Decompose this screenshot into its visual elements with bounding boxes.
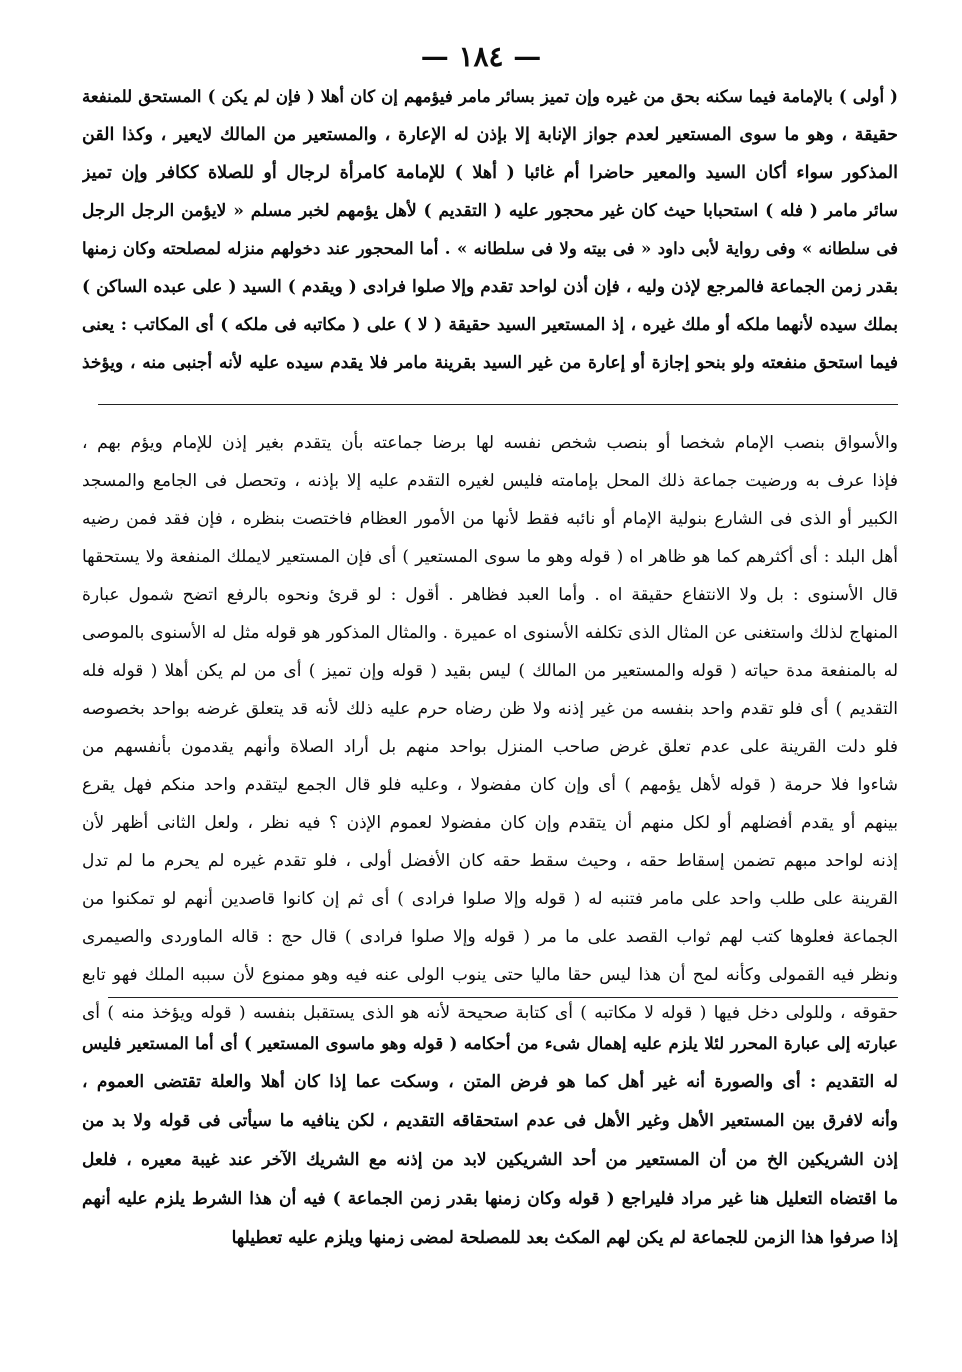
commentary-line: له بالمنفعة مدة حياته ( قوله والمستعير من المالك ) ليس بقيد ( قوله وإن تميز ) أى من لم يكن أهلا ( قوله فله [82,661,898,681]
commentary-line: فإذا عرف به ورضيت جماعة ذلك المحل بإمامته فليس لغيره التقدم عليه إلا بإذنه ، وتحصل فى الجامع والمسجد [82,471,898,491]
commentary-line: شاءوا فلا حرمة ( قوله لأهل يؤمهم ) أى وإن كان مفضولا ، وعليه فلو قال الجمع ليتقدم واحد منكم فهل يقرع [82,775,898,795]
section-divider [108,997,898,998]
main-text-line: حقيقة ، وهو ما سوى المستعير لعدم جواز الإنابة إلا بإذن له الإعارة ، والمستعير من المالك لايعير ، وكذا القن [82,125,898,145]
footnote-line: وأنه لافرق بين المستعير الأهل وغير الأهل فى عدم استحقاقه التقديم ، لكن ينافيه ما سيأتى فى قوله ولا بد من [82,1111,898,1131]
main-text-line: فى سلطانه » وفى رواية لأبى داود « فى بيته ولا فى سلطانه » . أما المحجور عند دخولهم منزله لمصلحته وكان زمنها [82,239,898,258]
commentary-line: المنهاج لذلك واستغنى عن المثال الذى تكلفه الأسنوى اه عميرة . والمثال المذكور هو قوله مثل له الأسنوى بالموصى [82,623,898,643]
commentary-line: التقديم ) أى فلو تقدم واحد بنفسه من غير إذنه ولا ظن رضاه حرم عليه ذلك لأنه قد يتعلق غرضه بواحد بخصوصه [82,699,898,719]
footnote-line: عبارته إلى عبارة المحرر لئلا يلزم عليه إهمال شىء من أحكامه ( قوله وهو ماسوى المستعير ) أى أما المستعير فليس [82,1034,898,1053]
section-divider [98,404,898,405]
commentary-line: حقوقه ، وللولى دخل فيها ( قوله لا مكاتبه ) أى كتابة صحيحة لأنه هو الذى يستقبل بنفسه ( قوله ويؤخذ منه ) أى [82,1003,898,1023]
commentary-line: أهل البلد : أى أكثرهم كما هو ظاهر اه ( قوله وهو ما سوى المستعير ) أى فإن المستعير لايملك المنفعة ولا يستحقها [82,547,898,567]
footnote-line: له التقديم : أى والصورة أنه غير أهل كما هو فرض المتن ، وسكت عما إذا كان أهلا والعلة تقتضى العموم ، [82,1072,898,1092]
page-number: — ١٨٤ — [420,40,542,73]
main-text-block [82,78,898,382]
commentary-block [82,424,898,1032]
main-text-line: فيما استحق منفعته ولو بنحو إجازة أو إعارة من غير السيد بقرينة مامر فلا يقدم سيده عليه لأنه أجنبى منه ، ويؤخذ [82,353,898,373]
footnote-line: إذا صرفوا هذا الزمن للجماعة لم يكن لهم المكث بعد للمصلحة لمضى زمنها ويلزم عليه تعطيلها [231,1228,898,1248]
commentary-line: قال الأسنوى : بل ولا الانتفاع حقيقة اه . وأما العبد فظاهر . أقول : لو قرئ ونحوه بالرفع اتضح شمول عبارة [82,585,898,605]
footnote-block [82,1024,898,1258]
commentary-line: فلو دلت القرينة على عدم تعلق غرض صاحب المنزل بواحد منهم بل أراد الصلاة وأنهم يقدمون بأنفسهم من [82,737,898,757]
commentary-line: إذنه لواحد مبهم تضمن إسقاط حقه ، وحيث سقط حقه كان الأفضل أولى ، فلو تقدم غيره لم يحرم ما لم تدل [82,851,898,871]
footnote-line: ما اقتضاه التعليل هنا غير مراد فليراجع ( قوله وكان زمنها بقدر زمن الجماعة ) فيه أن هذا الشرط يلزم عليه أنهم [82,1189,898,1209]
commentary-line: والأسواق بنصب الإمام شخصا أو بنصب شخص نفسه لها برضا جماعته بأن يتقدم بغير إذن للإمام ويؤم بهم ، [82,433,898,453]
main-text-line: المذكور سواء أكان السيد والمعير حاضرا أم غائبا ( أهلا ) للإمامة كامرأة لرجال أو للصلاة ككافر وإن تميز [82,163,898,183]
main-text-line: بملك سيده لأنهما ملكه أو ملك غيره ، إذ المستعير السيد حقيقة ( لا ) على ( مكاتبه فى ملكه ) أى المكاتب : يعنى [82,315,898,335]
main-text-line: بقدر زمن الجماعة فالمرجع لإذن وليه ، فإن أذن لواحد تقدم وإلا صلوا فرادى ( ويقدم ) السيد ( على عبده الساكن ) [82,277,898,297]
commentary-line: بينهم أو يقدم أفضلهم أو لكل منهم أن يتقدم وإن كان مفضولا لعموم الإذن ؟ فيه نظر ، ولعل الثانى أظهر لأن [82,813,898,833]
main-text-line: ( أولى ) بالإمامة فيما سكنه بحق من غيره وإن تميز بسائر مامر فيؤمهم إن كان أهلا ( فإن لم يكن ) المستحق للمنفعة [82,87,898,106]
footnote-line: إذن الشريكين الخ من أن المستعير من أحد الشريكين لابد من إذنه مع الشريك الآخر عند غيبة معيره ، فلعل [82,1150,898,1170]
commentary-line: القرينة على طلب واحد على مامر فتنبه له ( قوله وإلا صلوا فرادى ) أى ثم إن كانوا قاصدين أنهم لو تمكنوا من [82,889,898,909]
commentary-line: الكبير أو الذى فى الشارع بنولية الإمام أو نائبه فقط لأنها من الأمور العظام فاختصت بنظره ، فإن فقد فمن رضيه [82,509,898,529]
commentary-line: الجماعة فعلوها كتب لهم ثواب القصد على ما مر ( قوله وإلا صلوا فرادى ) قال حج : قاله الماوردى والصيمرى [82,927,898,947]
commentary-line: ونظر فيه القمولى وكأنه لمح أن هذا ليس حقا ماليا حتى ينوب الولى عنه فيه وهو ممنوع لأن سببه الملك فهو تابع [82,965,898,985]
main-text-line: سائر مامر ( فله ) استحبابا حيث كان غير محجور عليه ( التقديم ) لأهل يؤمهم لخبر مسلم « لايؤمن الرجل الرجل [82,201,898,221]
